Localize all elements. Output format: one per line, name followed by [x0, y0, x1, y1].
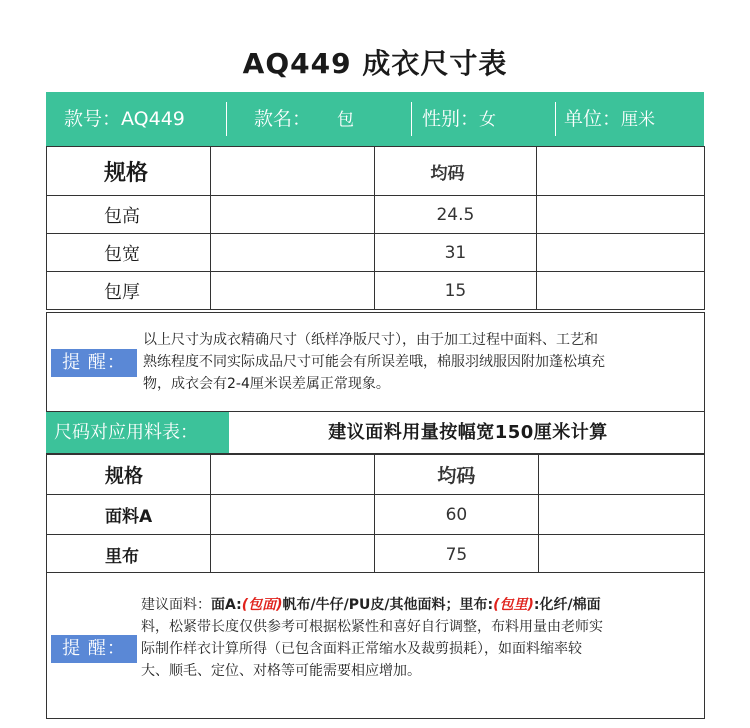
unit — [564, 92, 655, 146]
row-label: 包高 — [47, 196, 211, 234]
row-value: 15 — [374, 272, 537, 310]
reminder-text: 以上尺寸为成衣精确尺寸（纸样净版尺寸），由于加工过程中面料、工艺和 熟练程度不同实际成品尺寸可能会有所误差哦，棉服羽绒服因附加蓬松填充 物，成衣会有2-4厘米误差属正常现象。 — [143, 332, 605, 392]
fabric-section-label: 尺码对应用料表： — [46, 412, 229, 453]
size-header-label: 规格 — [47, 147, 211, 196]
style-no — [64, 92, 185, 146]
gender — [422, 92, 496, 146]
table-row — [47, 234, 705, 272]
style-name-value: 包 — [337, 110, 355, 130]
style-name — [254, 92, 354, 146]
row-value: 24.5 — [374, 196, 537, 234]
table-row — [47, 272, 705, 310]
fabric-outer-highlight: (包面) — [241, 597, 283, 613]
row-label: 包宽 — [47, 234, 211, 272]
style-no-label: 款号： — [64, 108, 122, 130]
reminder-box-size — [46, 312, 705, 412]
size-table — [46, 146, 705, 310]
fabric-header-label: 规格 — [47, 455, 211, 495]
fabric-section-bar — [46, 411, 705, 454]
header-divider — [226, 102, 227, 136]
table-row — [47, 196, 705, 234]
style-no-value: AQ449 — [121, 108, 185, 130]
reminder-badge: 提 醒： — [51, 349, 137, 377]
row-label: 里布 — [47, 535, 211, 575]
gender-label: 性别： — [422, 108, 480, 130]
table-header-row — [47, 455, 705, 495]
fabric-advice-label: 建议面料： — [141, 597, 211, 613]
size-header-value: 均码 — [374, 147, 537, 196]
gender-value: 女 — [479, 110, 497, 130]
fabric-table — [46, 454, 705, 575]
row-value: 75 — [374, 535, 539, 575]
fabric-lining-highlight: (包里) — [493, 597, 534, 613]
row-value: 31 — [374, 234, 537, 272]
reminder-text: 建议面料：面A:(包面)帆布/牛仔/PU皮/其他面料；里布:(包里):化纤/棉面 料，松紧带长度仅供参考可根据松紧性和喜好自行调整，布料用量由老师实 际制作样衣计算所得（已包含面料正常缩水及裁剪损耗），如面料缩率较 大、顺毛、定位、对格等可能需要相应增加。 — [141, 597, 603, 679]
reminder-box-fabric — [46, 572, 705, 719]
table-row — [47, 535, 705, 575]
row-label: 包厚 — [47, 272, 211, 310]
header-divider — [411, 102, 412, 136]
info-header-bar — [46, 92, 704, 146]
unit-value: 厘米 — [621, 110, 656, 130]
row-label: 面料A — [47, 495, 211, 535]
table-header-row — [47, 147, 705, 196]
style-name-label: 款名： — [254, 108, 312, 130]
fabric-header-value: 均码 — [374, 455, 539, 495]
header-divider — [555, 102, 556, 136]
table-row — [47, 495, 705, 535]
fabric-section-note: 建议面料用量按幅宽150厘米计算 — [328, 422, 608, 443]
page-title: AQ449 成衣尺寸表 — [242, 47, 508, 80]
reminder-badge: 提 醒： — [51, 635, 137, 663]
row-value: 60 — [374, 495, 539, 535]
unit-label: 单位： — [564, 108, 622, 130]
